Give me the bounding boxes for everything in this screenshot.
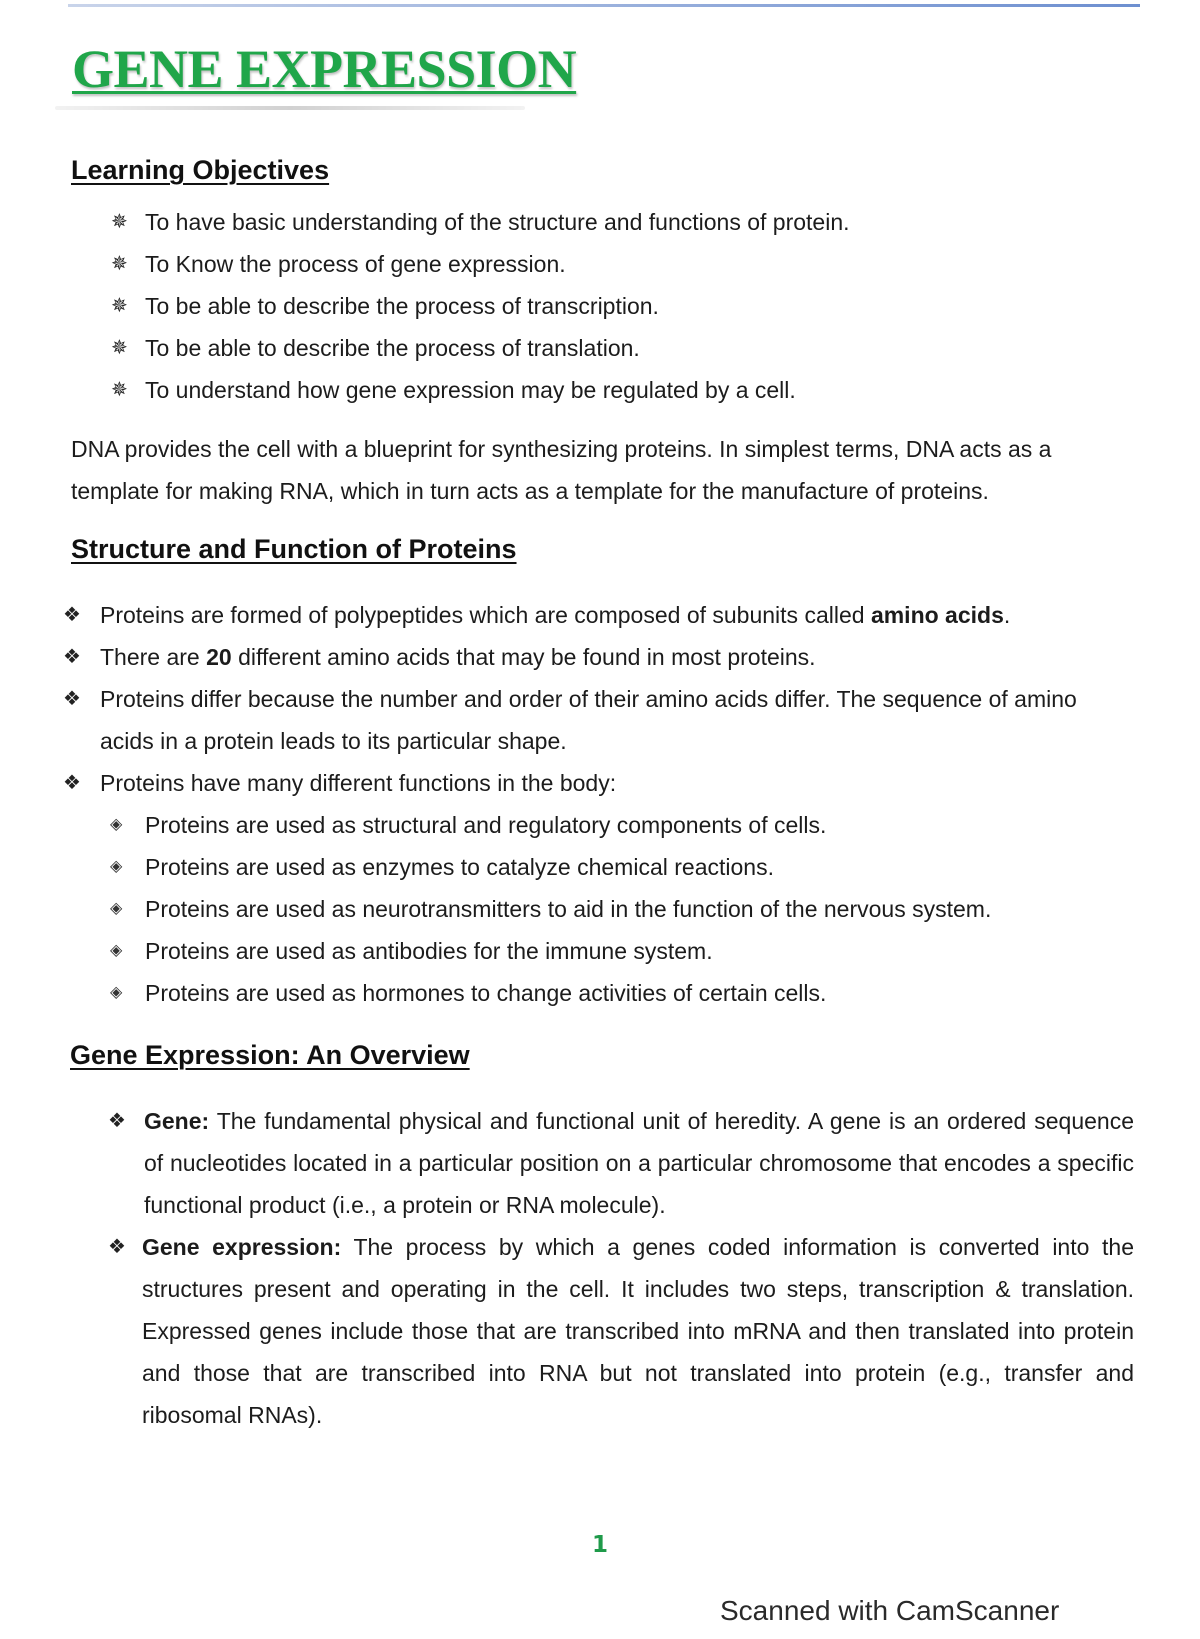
diamond-bullet-icon: ❖ <box>108 1110 126 1132</box>
protein-function-item: Proteins are used as enzymes to catalyze chemical reactions. <box>145 854 774 880</box>
protein-fact-item: Proteins are formed of polypeptides which are composed of subunits called amino acids. <box>100 602 1011 628</box>
sub-diamond-bullet-icon: ◈ <box>110 900 123 917</box>
title-shadow-line <box>55 106 525 110</box>
sub-diamond-bullet-icon: ◈ <box>110 984 123 1001</box>
asterisk-bullet-icon: ✵ <box>111 337 128 359</box>
sub-diamond-bullet-icon: ◈ <box>110 942 123 959</box>
diamond-bullet-icon: ❖ <box>108 1236 126 1258</box>
protein-function-item: Proteins are used as hormones to change activities of certain cells. <box>145 980 827 1006</box>
objective-item: To Know the process of gene expression. <box>145 251 566 277</box>
asterisk-bullet-icon: ✵ <box>111 211 128 233</box>
objective-item: To be able to describe the process of transcription. <box>145 293 659 319</box>
asterisk-bullet-icon: ✵ <box>111 295 128 317</box>
diamond-bullet-icon: ❖ <box>63 772 81 794</box>
asterisk-bullet-icon: ✵ <box>111 379 128 401</box>
overview-heading: Gene Expression: An Overview <box>70 1040 470 1070</box>
sub-diamond-bullet-icon: ◈ <box>110 816 123 833</box>
intro-paragraph-line: template for making RNA, which in turn acts as a template for the manufacture of proteins. <box>71 478 989 504</box>
intro-paragraph-line: DNA provides the cell with a blueprint for synthesizing proteins. In simplest terms, DNA acts as a <box>71 436 1052 462</box>
objective-item: To be able to describe the process of translation. <box>145 335 640 361</box>
gene-expression-definition: Gene expression: The process by which a genes coded information is converted into the structures present and operating in the cell. It includes two steps, transcription & translation. Expressed genes include those that are transcribed into mRNA and then translated into protein and those that are transcribed into RNA but not translated into protein (e.g., transfer and ribosomal RNAs). <box>142 1234 1134 1428</box>
protein-function-item: Proteins are used as antibodies for the immune system. <box>145 938 713 964</box>
protein-fact-item: There are 20 different amino acids that may be found in most proteins. <box>100 644 816 670</box>
learning-objectives-heading: Learning Objectives <box>71 155 330 185</box>
page-title: GENE EXPRESSION <box>72 39 577 99</box>
protein-fact-item: Proteins have many different functions in the body: <box>100 770 617 796</box>
page-number: 1 <box>592 1532 609 1558</box>
sub-diamond-bullet-icon: ◈ <box>110 858 123 875</box>
diamond-bullet-icon: ❖ <box>63 688 81 710</box>
protein-function-item: Proteins are used as neurotransmitters to aid in the function of the nervous system. <box>145 896 992 922</box>
diamond-bullet-icon: ❖ <box>63 604 81 626</box>
protein-fact-item: Proteins differ because the number and order of their amino acids differ. The sequence of amino <box>100 686 1077 712</box>
objective-item: To have basic understanding of the structure and functions of protein. <box>145 209 850 235</box>
structure-function-heading: Structure and Function of Proteins <box>71 534 517 564</box>
top-border-line <box>68 4 1140 7</box>
protein-fact-item-continued: acids in a protein leads to its particular shape. <box>100 728 567 754</box>
diamond-bullet-icon: ❖ <box>63 646 81 668</box>
scanner-watermark: Scanned with CamScanner <box>720 1595 1060 1626</box>
protein-function-item: Proteins are used as structural and regulatory components of cells. <box>145 812 827 838</box>
asterisk-bullet-icon: ✵ <box>111 253 128 275</box>
objective-item: To understand how gene expression may be regulated by a cell. <box>145 377 796 403</box>
gene-definition: Gene: The fundamental physical and functional unit of heredity. A gene is an ordered sequence of nucleotides located in a particular position on a particular chromosome that encodes a specific functional product (i.e., a protein or RNA molecule). <box>144 1108 1134 1218</box>
